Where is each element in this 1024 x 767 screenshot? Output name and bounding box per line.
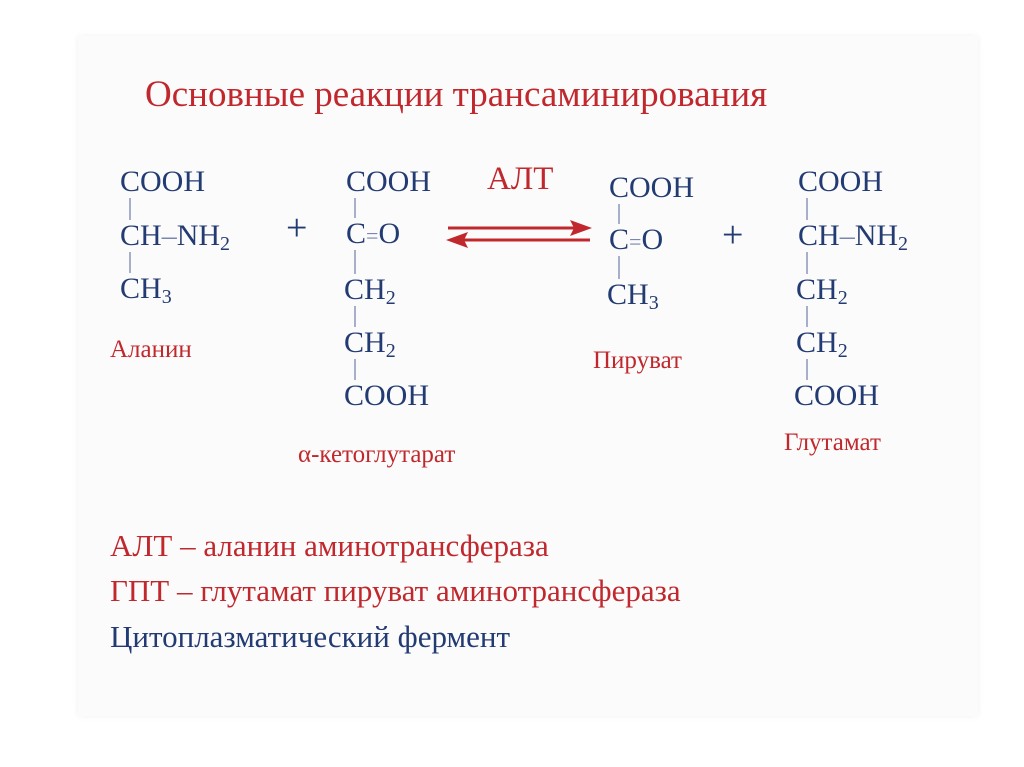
alanine-name: Аланин bbox=[110, 336, 192, 363]
alanine-methyl: $CH_3$ bbox=[120, 272, 172, 308]
slide-frame bbox=[78, 36, 978, 716]
legend-cytoplasmic-enzyme: Цитоплазматический фермент bbox=[110, 619, 511, 654]
plus-sign-right: + bbox=[722, 214, 744, 256]
ketoglutarate-name: α-кетоглутарат bbox=[298, 441, 456, 468]
pyruvate-keto-group: C=O bbox=[609, 223, 664, 256]
legend-alt: АЛТ – аланин аминотрансфераза bbox=[110, 528, 549, 563]
pyruvate-carboxyl: COOH bbox=[609, 171, 695, 204]
pyruvate-methyl: $CH_3$ bbox=[607, 278, 659, 314]
alanine-carboxyl: COOH bbox=[120, 165, 206, 198]
ketoglutarate-keto-group: C=O bbox=[346, 217, 401, 250]
glutamate-ch2-2: $CH_2$ bbox=[796, 326, 848, 362]
ketoglutarate-carboxyl-top: COOH bbox=[346, 165, 432, 198]
plus-sign-left: + bbox=[286, 207, 308, 249]
legend-gpt: ГПТ – глутамат пируват аминотрансфераза bbox=[110, 573, 681, 608]
glutamate-name: Глутамат bbox=[784, 429, 881, 456]
alanine-alpha-carbon: $CH-NH_2$ bbox=[120, 219, 231, 255]
ketoglutarate-carboxyl-bottom: COOH bbox=[344, 379, 430, 412]
slide-title: Основные реакции трансаминирования bbox=[145, 74, 768, 115]
glutamate-alpha-carbon: $CH-NH_2$ bbox=[798, 219, 909, 255]
glutamate-carboxyl-top: COOH bbox=[798, 165, 884, 198]
ketoglutarate-ch2-2: $CH_2$ bbox=[344, 326, 396, 362]
ketoglutarate-ch2-1: $CH_2$ bbox=[344, 273, 396, 309]
glutamate-carboxyl-bottom: COOH bbox=[794, 379, 880, 412]
pyruvate-name: Пируват bbox=[593, 347, 682, 374]
enzyme-label: АЛТ bbox=[487, 161, 554, 197]
glutamate-ch2-1: $CH_2$ bbox=[796, 273, 848, 309]
